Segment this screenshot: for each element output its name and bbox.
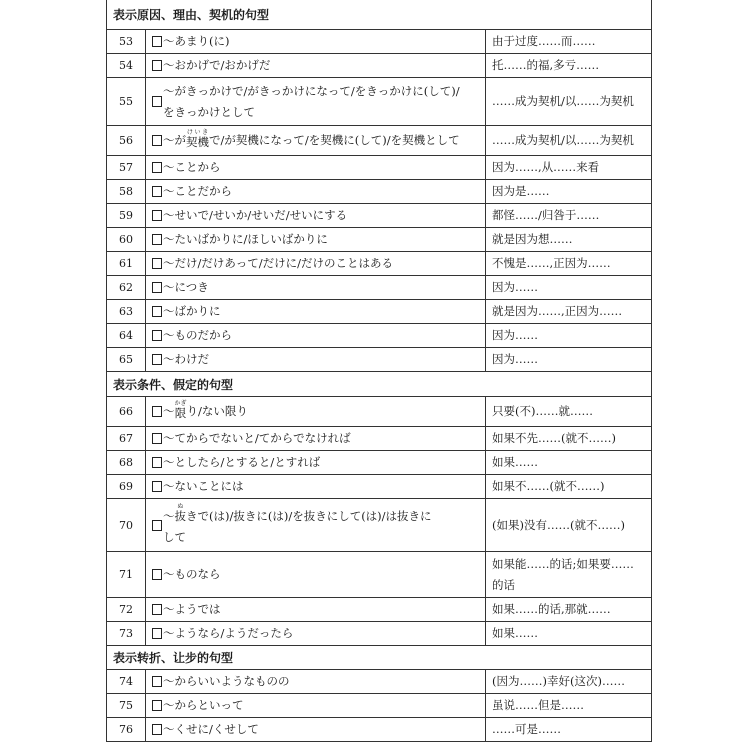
row-number: 68 xyxy=(107,451,146,474)
row-number: 61 xyxy=(107,252,146,275)
japanese-pattern: ～あまり(に) xyxy=(146,30,486,53)
chinese-meaning: 由于过度……而…… xyxy=(492,34,596,48)
checkbox-icon xyxy=(152,330,162,341)
table-row xyxy=(107,397,651,427)
row-number: 65 xyxy=(107,348,146,371)
table-row xyxy=(107,622,651,646)
row-number: 56 xyxy=(107,126,146,155)
japanese-pattern: ～てからでないと/てからでなければ xyxy=(146,427,486,450)
checkbox-icon xyxy=(152,135,162,146)
chinese-meaning: ……成为契机/以……为契机 xyxy=(492,94,634,108)
row-number: 75 xyxy=(107,694,146,717)
row-number: 55 xyxy=(107,78,146,125)
chinese-meaning: 如果…… xyxy=(492,626,538,640)
japanese-pattern: ～ばかりに xyxy=(146,300,486,323)
table-row xyxy=(107,300,651,324)
japanese-pattern: ～ようなら/ようだったら xyxy=(146,622,486,645)
chinese-meaning: 因为…… xyxy=(492,280,538,294)
table-row xyxy=(107,598,651,622)
chinese-meaning: 不愧是……,正因为…… xyxy=(492,256,611,270)
chinese-meaning: 因为……,从……来看 xyxy=(492,160,600,174)
chinese-meaning: 都怪……/归咎于…… xyxy=(492,208,600,222)
checkbox-icon xyxy=(152,36,162,47)
table-row xyxy=(107,276,651,300)
chinese-meaning: 如果…… xyxy=(492,455,538,469)
checkbox-icon xyxy=(152,604,162,615)
japanese-pattern: ～からといって xyxy=(146,694,486,717)
japanese-pattern: ～だけ/だけあって/だけに/だけのことはある xyxy=(146,252,486,275)
table-row xyxy=(107,156,651,180)
section-title: 表示条件、假定的句型 xyxy=(113,377,234,392)
japanese-pattern: ～としたら/とすると/とすれば xyxy=(146,451,486,474)
checkbox-icon xyxy=(152,60,162,71)
table-row xyxy=(107,252,651,276)
japanese-pattern: ～ことだから xyxy=(146,180,486,203)
table-row xyxy=(107,204,651,228)
chinese-meaning: ……成为契机/以……为契机 xyxy=(492,133,634,147)
table-row xyxy=(107,54,651,78)
checkbox-icon xyxy=(152,234,162,245)
chinese-meaning: 就是因为想…… xyxy=(492,232,573,246)
row-number: 70 xyxy=(107,499,146,551)
japanese-pattern: ～せいで/せいか/せいだ/せいにする xyxy=(146,204,486,227)
chinese-meaning: (如果)没有……(就不……) xyxy=(492,517,625,532)
japanese-pattern: ～たいばかりに/ほしいばかりに xyxy=(146,228,486,251)
japanese-pattern: ～ないことには xyxy=(146,475,486,498)
japanese-pattern: ～からいいようなものの xyxy=(146,670,486,693)
row-number: 59 xyxy=(107,204,146,227)
row-number: 74 xyxy=(107,670,146,693)
chinese-meaning: 因为是…… xyxy=(492,184,550,198)
table-row xyxy=(107,552,651,598)
table-row xyxy=(107,670,651,694)
chinese-meaning: 因为…… xyxy=(492,352,538,366)
table-row xyxy=(107,126,651,156)
chinese-meaning: 虽说……但是…… xyxy=(492,698,584,712)
row-number: 64 xyxy=(107,324,146,347)
row-number: 67 xyxy=(107,427,146,450)
checkbox-icon xyxy=(152,306,162,317)
checkbox-icon xyxy=(152,210,162,221)
section-title: 表示原因、理由、契机的句型 xyxy=(113,8,270,22)
row-number: 69 xyxy=(107,475,146,498)
checkbox-icon xyxy=(152,162,162,173)
chinese-meaning: 如果不……(就不……) xyxy=(492,479,605,493)
japanese-pattern: ～ものだから xyxy=(146,324,486,347)
table-row xyxy=(107,180,651,204)
chinese-meaning: 如果……的话,那就…… xyxy=(492,602,611,616)
row-number: 57 xyxy=(107,156,146,179)
chinese-meaning: 因为…… xyxy=(492,328,538,342)
checkbox-icon xyxy=(152,258,162,269)
chinese-meaning: 就是因为……,正因为…… xyxy=(492,304,623,318)
section-title: 表示转折、让步的句型 xyxy=(113,651,234,665)
table-row xyxy=(107,427,651,451)
checkbox-icon xyxy=(152,569,162,580)
chinese-meaning: 只要(不)……就…… xyxy=(492,404,593,418)
chinese-meaning: 如果不先……(就不……) xyxy=(492,431,616,445)
row-number: 73 xyxy=(107,622,146,645)
japanese-pattern: ～ 限かぎ り/ない限り xyxy=(146,397,486,426)
checkbox-icon xyxy=(152,354,162,365)
chinese-meaning: 托……的福,多亏…… xyxy=(492,58,600,72)
row-number: 71 xyxy=(107,552,146,597)
row-number: 66 xyxy=(107,397,146,426)
table-row xyxy=(107,324,651,348)
section-header xyxy=(107,372,651,397)
table-row xyxy=(107,451,651,475)
section-header xyxy=(107,646,651,670)
table-row xyxy=(107,499,651,552)
table-row xyxy=(107,475,651,499)
row-number: 62 xyxy=(107,276,146,299)
row-number: 60 xyxy=(107,228,146,251)
table-row xyxy=(107,694,651,718)
japanese-pattern: ～が 契機けいき で/が契機になって/を契機に(して)/を契機として xyxy=(146,126,486,155)
table-row xyxy=(107,348,651,372)
chinese-meaning: (因为……)幸好(这次)…… xyxy=(492,674,625,688)
japanese-pattern: ～ようでは xyxy=(146,598,486,621)
checkbox-icon xyxy=(152,457,162,468)
checkbox-icon xyxy=(152,282,162,293)
row-number: 72 xyxy=(107,598,146,621)
checkbox-icon xyxy=(152,481,162,492)
checkbox-icon xyxy=(152,520,162,531)
checkbox-icon xyxy=(152,186,162,197)
japanese-pattern: ～くせに/くせして xyxy=(146,718,486,741)
table-row xyxy=(107,30,651,54)
chinese-meaning: ……可是…… xyxy=(492,722,561,736)
row-number: 54 xyxy=(107,54,146,77)
checkbox-icon xyxy=(152,676,162,687)
japanese-pattern: ～につき xyxy=(146,276,486,299)
japanese-pattern: ～抜ぬきで(は)/抜きに(は)/を抜きにして(は)/は抜きに して xyxy=(146,499,486,551)
japanese-pattern: ～ものなら xyxy=(146,552,486,597)
table-row xyxy=(107,718,651,742)
section-header xyxy=(107,0,651,30)
checkbox-icon xyxy=(152,700,162,711)
table-row xyxy=(107,78,651,126)
checkbox-icon xyxy=(152,724,162,735)
grammar-table xyxy=(106,0,652,742)
row-number: 76 xyxy=(107,718,146,741)
checkbox-icon xyxy=(152,406,162,417)
japanese-pattern: ～がきっかけで/がきっかけになって/をきっかけに(して)/ をきっかけとして xyxy=(146,78,486,125)
checkbox-icon xyxy=(152,628,162,639)
japanese-pattern: ～ことから xyxy=(146,156,486,179)
checkbox-icon xyxy=(152,433,162,444)
chinese-meaning: 如果能……的话;如果要…… 的话 xyxy=(492,556,634,592)
row-number: 63 xyxy=(107,300,146,323)
row-number: 58 xyxy=(107,180,146,203)
table-row xyxy=(107,228,651,252)
checkbox-icon xyxy=(152,96,162,107)
japanese-pattern: ～おかげで/おかげだ xyxy=(146,54,486,77)
row-number: 53 xyxy=(107,30,146,53)
japanese-pattern: ～わけだ xyxy=(146,348,486,371)
